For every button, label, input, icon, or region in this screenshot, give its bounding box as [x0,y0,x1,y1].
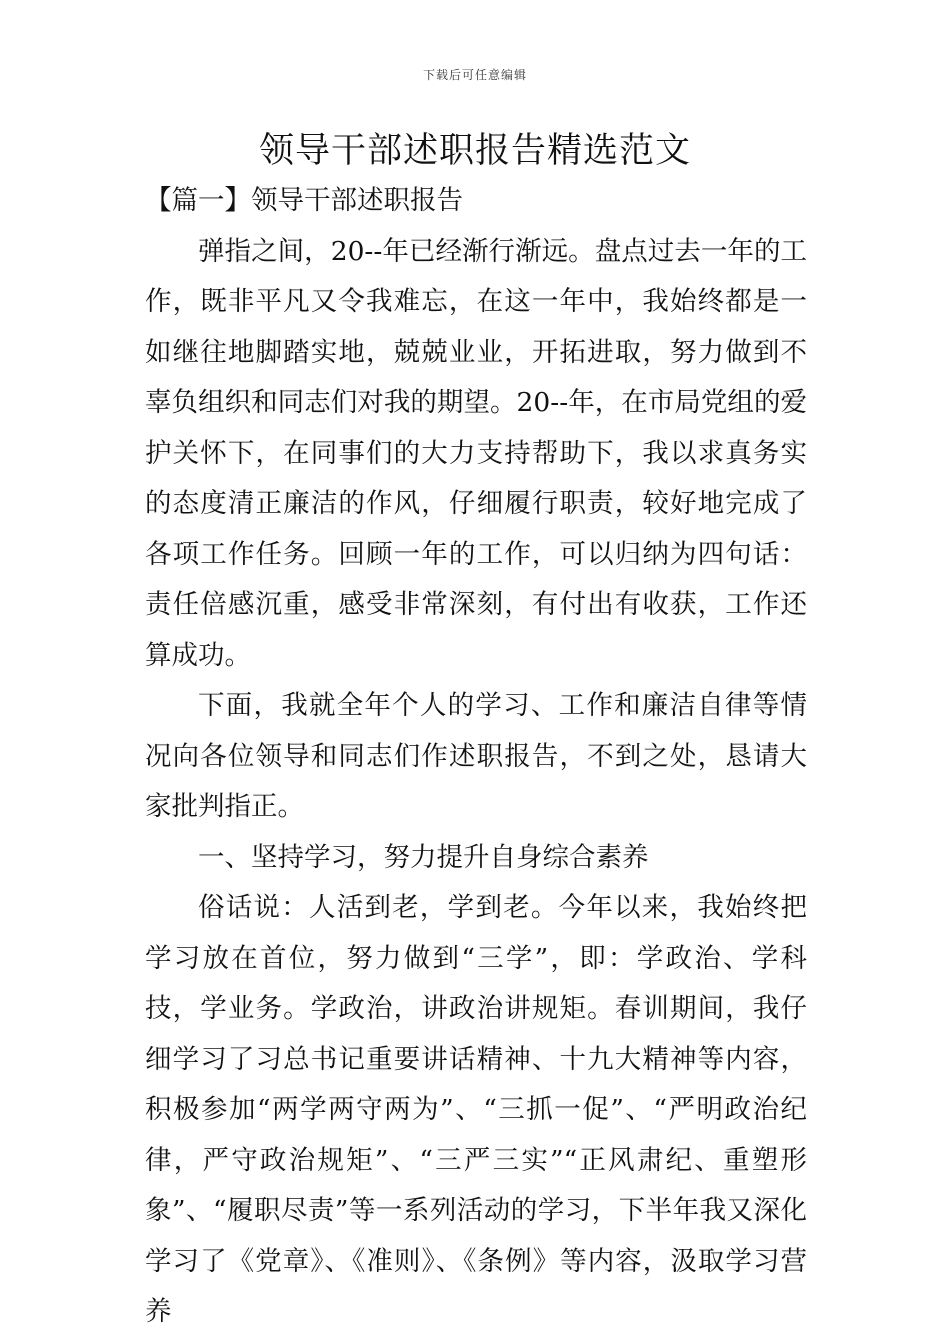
document-body [145,176,807,1338]
section-label: 【篇一】领导干部述职报告 [145,185,463,216]
document-title: 领导干部述职报告精选范文 [258,131,691,171]
header-note: 下载后可任意编辑 [422,68,527,82]
paragraph-2: 下面，我就全年个人的学习、工作和廉洁自律等情况向各位领导和同志们作述职报告，不到之处，恳请大家批判指正。 [145,690,807,822]
paragraph-3: 俗话说：人活到老，学到老。今年以来，我始终把学习放在首位，努力做到“三学”，即：学政治、学科技，学业务。学政治，讲政治讲规矩。春训期间，我仔细学习了习总书记重要讲话精神、十九大精神等内容，积极参加“两学两守两为”、“三抓一促”、“严明政治纪律，严守政治规矩”、“三严三实”“正风肃纪、重塑形象”、“履职尽责”等一系列活动的学习，下半年我又深化学习了《党章》、《准则》、《条例》等内容，汲取学习营养 [145,892,807,1327]
paragraph-1: 弹指之间，20--年已经渐行渐远。盘点过去一年的工作，既非平凡又令我难忘，在这一年中，我始终都是一如继往地脚踏实地，兢兢业业，开拓进取，努力做到不辜负组织和同志们对我的期望。20--年，在市局党组的爱护关怀下，在同事们的大力支持帮助下，我以求真务实的态度清正廉洁的作风，仔细履行职责，较好地完成了各项工作任务。回顾一年的工作，可以归纳为四句话：责任倍感沉重，感受非常深刻，有付出有收获，工作还算成功。 [145,235,807,671]
section-heading-1: 一、坚持学习，努力提升自身综合素养 [198,841,649,873]
